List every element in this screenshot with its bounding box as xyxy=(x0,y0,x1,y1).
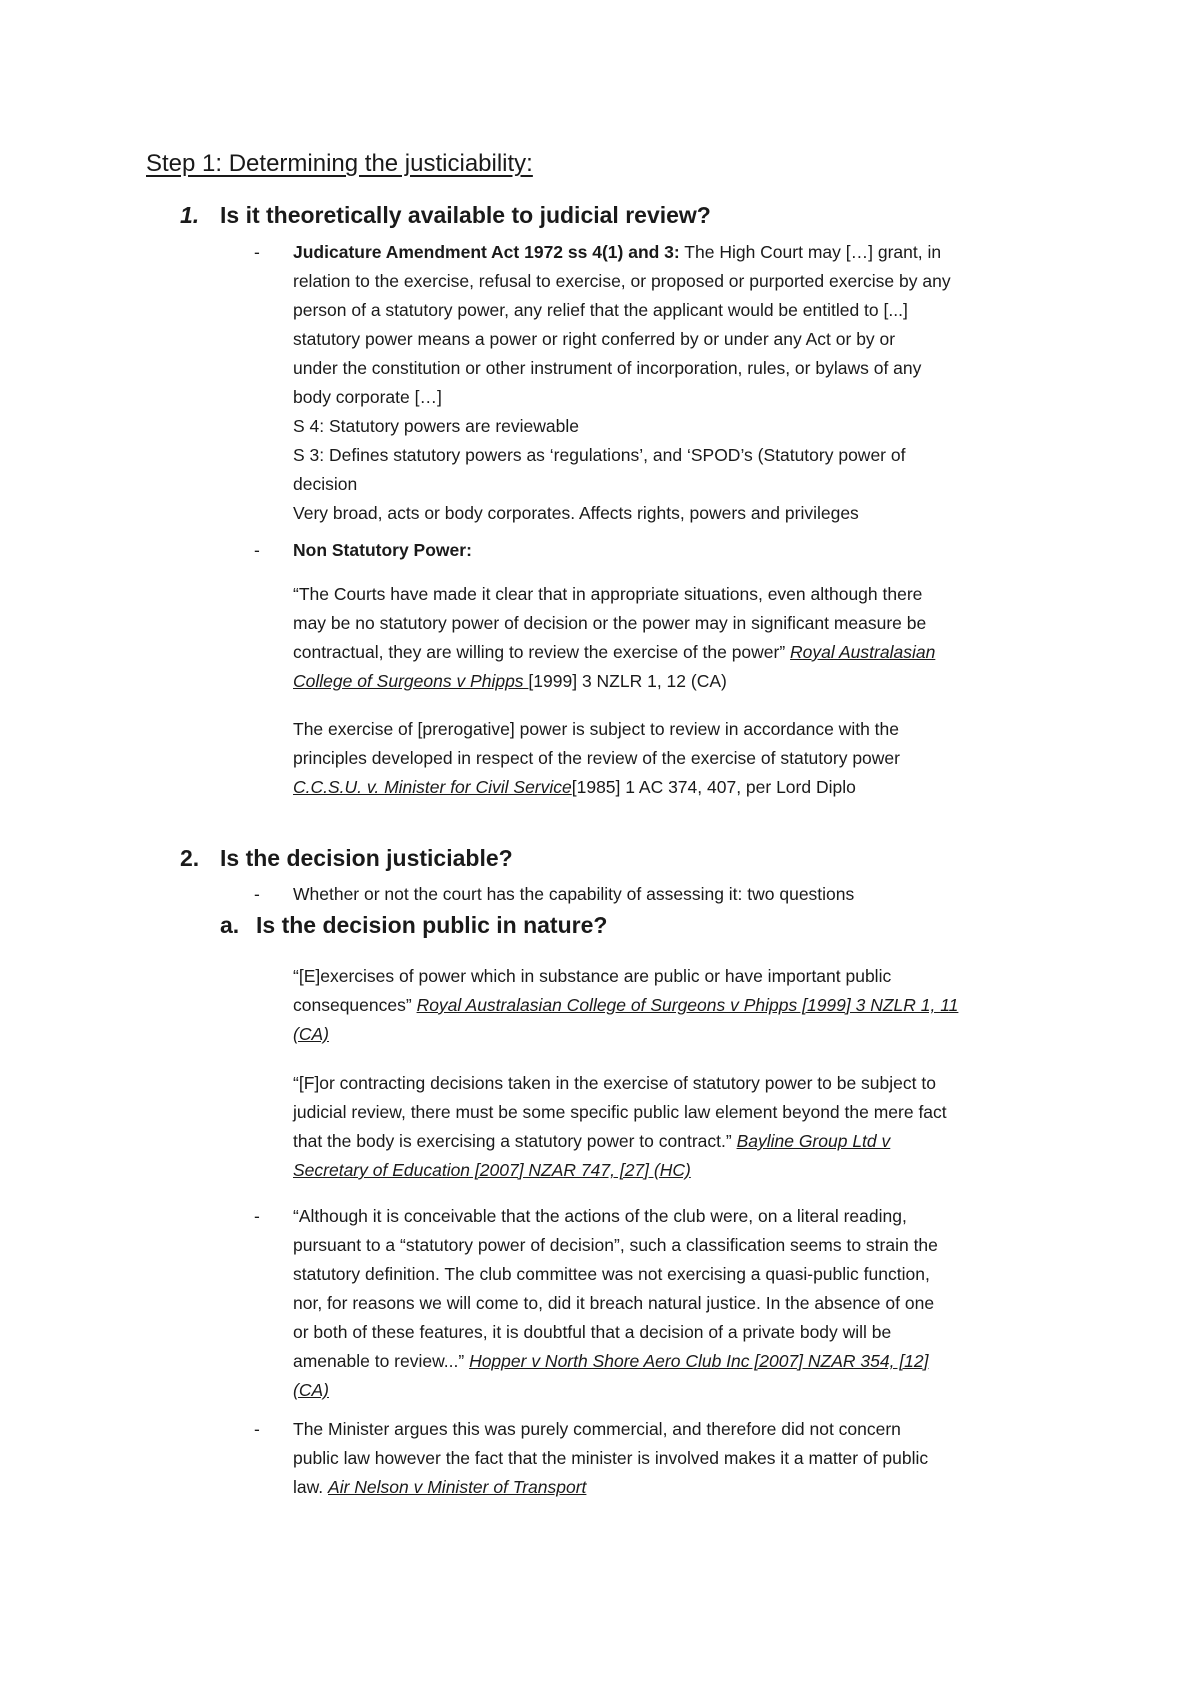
case-citation: C.C.S.U. v. Minister for Civil Service xyxy=(293,777,572,797)
question-1-heading xyxy=(180,202,711,229)
question-2-intro xyxy=(293,880,1073,909)
text-line: statutory definition. The club committee was not exercising a quasi-public function, xyxy=(293,1264,930,1284)
text-line: may be no statutory power of decision or the power may in significant measure be xyxy=(293,613,927,633)
text-line: The Minister argues this was purely commercial, and therefore did not concern xyxy=(293,1419,901,1439)
phipps-public-quote xyxy=(293,962,1073,1049)
text-line: “[F]or contracting decisions taken in the exercise of statutory power to be subject to xyxy=(293,1073,936,1093)
act-reference: Judicature Amendment Act 1972 ss 4(1) and 3: xyxy=(293,242,680,262)
question-1-text: Is it theoretically available to judicial review? xyxy=(220,202,711,228)
case-citation: Hopper v North Shore Aero Club Inc [2007] NZAR 354, [12] xyxy=(469,1351,929,1371)
sub-question-a-heading xyxy=(220,912,607,939)
hopper-bullet xyxy=(293,1202,1073,1405)
text-line: or both of these features, it is doubtful that a decision of a private body will be xyxy=(293,1322,892,1342)
text-line: pursuant to a “statutory power of decision”, such a classification seems to strain the xyxy=(293,1235,938,1255)
case-citation: (CA) xyxy=(293,1380,329,1400)
question-2-number: 2. xyxy=(180,845,200,871)
text-line: nor, for reasons we will come to, did it breach natural justice. In the absence of one xyxy=(293,1293,935,1313)
text-line: “The Courts have made it clear that in appropriate situations, even although there xyxy=(293,584,923,604)
case-citation: (CA) xyxy=(293,1024,329,1044)
text-line: The exercise of [prerogative] power is subject to review in accordance with the xyxy=(293,719,899,739)
bullet-dash: - xyxy=(254,884,260,904)
text-line: Judicature Amendment Act 1972 ss 4(1) and 3: The High Court may […] grant, in xyxy=(293,242,942,262)
sub-question-a-text: Is the decision public in nature? xyxy=(256,912,608,938)
text-line: body corporate […] xyxy=(293,387,442,407)
case-citation: Royal Australasian College of Surgeons v Phipps [1999] 3 NZLR 1, 11 xyxy=(416,995,959,1015)
question-2-heading xyxy=(180,845,513,872)
text-line: relation to the exercise, refusal to exercise, or proposed or purported exercise by any xyxy=(293,271,951,291)
case-citation: Royal Australasian xyxy=(790,642,936,662)
text-line: under the constitution or other instrument of incorporation, rules, or bylaws of any xyxy=(293,358,922,378)
text-line: Whether or not the court has the capability of assessing it: two questions xyxy=(293,884,855,904)
text-line: law. Air Nelson v Minister of Transport xyxy=(293,1477,587,1497)
judicature-act-bullet xyxy=(293,238,1073,528)
case-citation: Secretary of Education [2007] NZAR 747, [27] (HC) xyxy=(293,1160,691,1180)
text-line: S 3: Defines statutory powers as ‘regulations’, and ‘SPOD’s (Statutory power of xyxy=(293,445,906,465)
bullet-dash: - xyxy=(254,242,260,262)
bayline-quote xyxy=(293,1069,1073,1185)
text-line: that the body is exercising a statutory power to contract.” Bayline Group Ltd v xyxy=(293,1131,891,1151)
case-citation: College of Surgeons v Phipps xyxy=(293,671,529,691)
text-line: statutory power means a power or right conferred by or under any Act or by or xyxy=(293,329,896,349)
question-1-number: 1. xyxy=(180,202,200,228)
bullet-dash: - xyxy=(254,1206,260,1226)
ccsu-quote xyxy=(293,715,1073,802)
text-line: amenable to review...” Hopper v North Shore Aero Club Inc [2007] NZAR 354, [12] xyxy=(293,1351,929,1371)
text-line: “Although it is conceivable that the actions of the club were, on a literal reading, xyxy=(293,1206,907,1226)
case-citation: Bayline Group Ltd v xyxy=(736,1131,891,1151)
text-line xyxy=(293,1156,1073,1185)
text-line: public law however the fact that the minister is involved makes it a matter of public xyxy=(293,1448,929,1468)
text-line: College of Surgeons v Phipps [1999] 3 NZLR 1, 12 (CA) xyxy=(293,671,727,691)
text-line: person of a statutory power, any relief that the applicant would be entitled to [...] xyxy=(293,300,908,320)
bullet-dash: - xyxy=(254,1419,260,1439)
text-line: principles developed in respect of the review of the exercise of statutory power xyxy=(293,748,900,768)
non-statutory-bullet xyxy=(293,536,1073,565)
phipps-quote xyxy=(293,580,1073,696)
non-statutory-label: Non Statutory Power: xyxy=(293,540,472,560)
question-2-text: Is the decision justiciable? xyxy=(220,845,513,871)
text-line: Very broad, acts or body corporates. Affects rights, powers and privileges xyxy=(293,503,859,523)
text-line: C.C.S.U. v. Minister for Civil Service[1985] 1 AC 374, 407, per Lord Diplo xyxy=(293,777,856,797)
text-line: consequences” Royal Australasian College of Surgeons v Phipps [1999] 3 NZLR 1, 11 xyxy=(293,995,959,1015)
text-line: “[E]exercises of power which in substance are public or have important public xyxy=(293,966,892,986)
text-line: judicial review, there must be some specific public law element beyond the mere fact xyxy=(293,1102,947,1122)
air-nelson-bullet xyxy=(293,1415,1073,1502)
page-title: Step 1: Determining the justiciability: xyxy=(146,150,533,177)
bullet-dash: - xyxy=(254,540,260,560)
text-line xyxy=(293,1020,1073,1049)
sub-question-a-number: a. xyxy=(220,912,240,938)
text-line xyxy=(293,1376,1073,1405)
case-citation: Air Nelson v Minister of Transport xyxy=(328,1477,587,1497)
text-line: contractual, they are willing to review the exercise of the power” Royal Australasian xyxy=(293,642,936,662)
text-line: decision xyxy=(293,474,358,494)
text-line: S 4: Statutory powers are reviewable xyxy=(293,416,579,436)
